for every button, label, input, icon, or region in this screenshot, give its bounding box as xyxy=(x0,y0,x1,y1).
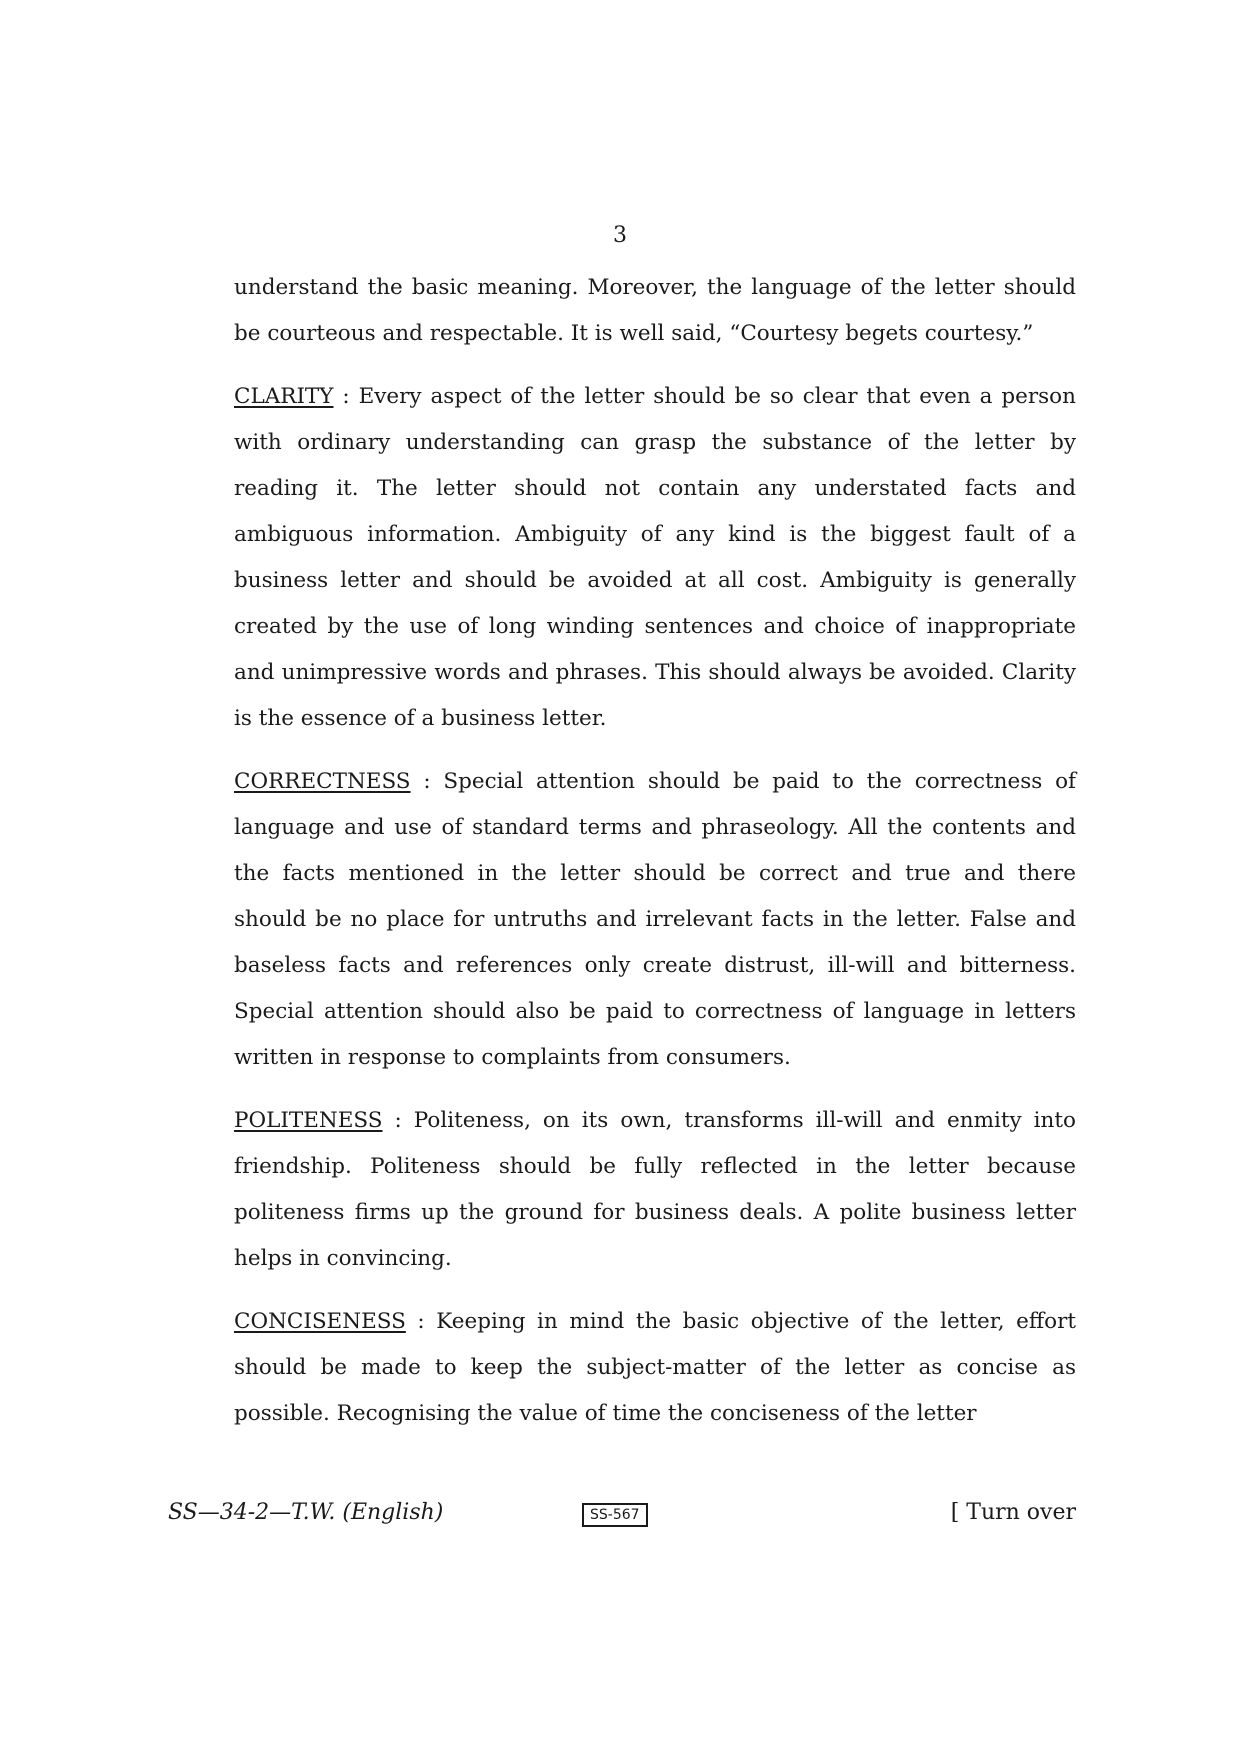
paragraph-conciseness xyxy=(234,1299,1076,1437)
heading-separator: : xyxy=(405,1309,437,1334)
paragraph-text: understand the basic meaning. Moreover, the language of the letter should be courteous and respectable. It is well said, “Courtesy begets courtesy.” xyxy=(234,275,1076,346)
paragraph-text: Every aspect of the letter should be so clear that even a person with ordinary understanding can grasp the substance of the letter by reading it. The letter should not contain any understated facts and ambiguous information. Ambiguity of any kind is the biggest fault of a business letter and should be avoided at all cost. Ambiguity is generally created by the use of long winding sentences and choice of inappropriate and unimpressive words and phrases. This should always be avoided. Clarity is the essence of a business letter. xyxy=(234,384,1076,731)
page-footer xyxy=(168,1500,1076,1532)
paragraph-correctness xyxy=(234,759,1076,1081)
section-heading-conciseness: CONCISENESS xyxy=(234,1309,406,1334)
heading-separator: : xyxy=(333,384,359,409)
section-heading-politeness: POLITENESS xyxy=(234,1108,383,1133)
paragraph-text: Politeness, on its own, transforms ill-will and enmity into friendship. Politeness should be fully reflected in the letter because politeness firms up the ground for business deals. A polite business letter helps in convincing. xyxy=(234,1108,1076,1271)
section-heading-clarity: CLARITY xyxy=(234,384,334,409)
paper-code: SS—34-2—T.W. (English) xyxy=(168,1500,444,1525)
turn-over-note: [ Turn over xyxy=(950,1500,1076,1525)
heading-separator: : xyxy=(410,769,444,794)
section-heading-correctness: CORRECTNESS xyxy=(234,769,411,794)
series-code-box: SS-567 xyxy=(582,1503,648,1527)
paragraph-text: Special attention should be paid to the correctness of language and use of standard terms and phraseology. All the contents and the facts mentioned in the letter should be correct and true and there should be no place for untruths and irrelevant facts in the letter. False and baseless facts and references only create distrust, ill-will and bitterness. Special attention should also be paid to correctness of language in letters written in response to complaints from consumers. xyxy=(234,769,1076,1070)
paragraph-clarity xyxy=(234,374,1076,742)
page-number: 3 xyxy=(613,223,627,248)
paragraph-politeness xyxy=(234,1098,1076,1282)
document-body xyxy=(234,265,1076,1454)
heading-separator: : xyxy=(382,1108,414,1133)
paragraph-text: Keeping in mind the basic objective of the letter, effort should be made to keep the subject-matter of the letter as concise as possible. Recognising the value of time the conciseness of the letter xyxy=(234,1309,1076,1426)
paragraph-intro xyxy=(234,265,1076,357)
